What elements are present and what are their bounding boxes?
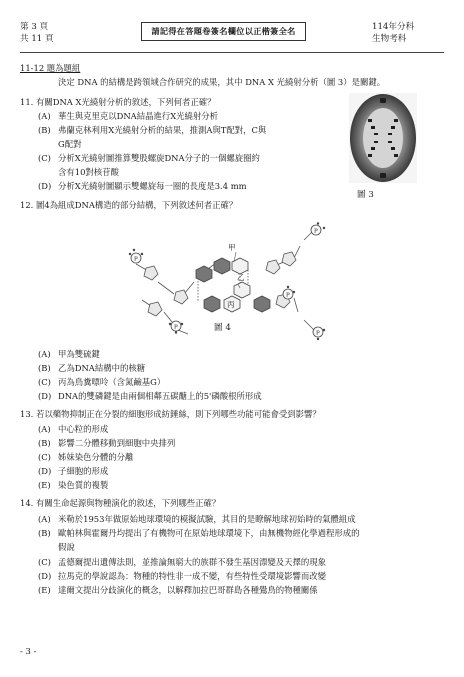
question-13-stem: 13. 若以藥物抑制正在分裂的細胞形成紡錘絲，則下列哪些功能可能會受到影響？ [20, 409, 321, 419]
question-group-title: 11-12 題為題組 [20, 63, 81, 73]
phosphate-2: P [314, 228, 318, 235]
q14-option-c[interactable]: (C) 孟德爾提出遺傳法則，並推論無窮大的族群不發生基因漂變及天擇的現象 [38, 557, 326, 567]
question-group-intro: 決定 DNA 的結構是跨領域合作研究的成果，其中 DNA X 光繞射分析（圖 3）是關鍵。 [58, 77, 386, 87]
page-number-line: 第 3 頁 [20, 22, 49, 32]
q11-option-c-cont: 含有10對核苷酸 [58, 167, 119, 177]
phosphate-5: P [316, 330, 320, 337]
exam-year-line: 114年分科 [372, 22, 415, 32]
question-11-stem: 11. 有關DNA X光繞射分析的敘述，下列何者正確？ [20, 97, 216, 107]
q13-option-e[interactable]: (E) 染色質的複製 [38, 480, 109, 490]
q14-option-b-cont: 假說 [58, 542, 75, 552]
q12-option-c[interactable]: (C) 丙為鳥糞嘌呤（含氮鹼基G） [38, 377, 166, 387]
signature-notice-box: 請記得在答題卷簽名欄位以正楷簽全名 [141, 22, 306, 41]
total-pages-line: 共 11 頁 [20, 34, 54, 44]
q12-option-b[interactable]: (B) 乙為DNA結構中的核糖 [38, 363, 146, 373]
q14-option-e[interactable]: (E) 達爾文提出分歧演化的概念，以解釋加拉巴哥群島各種鷽鳥的物種關係 [38, 585, 318, 595]
q12-option-d[interactable]: (D) DNA的雙磷鍵是由兩個相鄰五碳醣上的5'磷酸根所形成 [38, 391, 262, 401]
header-divider [20, 52, 444, 53]
phosphate-1: P [134, 256, 138, 263]
xray-diffraction-figure [349, 93, 417, 183]
q11-option-d[interactable]: (D) 分析X光繞射圖顯示雙螺旋每一圈的長度是3.4 mm [38, 181, 247, 191]
figure-4-caption: 圖 4 [214, 323, 231, 333]
q13-option-a[interactable]: (A) 中心粒的形成 [38, 424, 109, 434]
label-jia: 甲 [228, 243, 236, 252]
q14-option-a[interactable]: (A) 米勒於1953年做原始地球環境的模擬試驗，其目的是瞭解地球初始時的氣體組成 [38, 514, 356, 524]
q12-option-a[interactable]: (A) 甲為雙硫鍵 [38, 349, 100, 359]
figure-3-caption: 圖 3 [357, 190, 374, 200]
q13-option-c[interactable]: (C) 姊妹染色分體的分離 [38, 452, 134, 462]
q14-option-b[interactable]: (B) 歐帕林與霍爾丹均提出了有機物可在原始地球環境下，由無機物經化學過程形成的 [38, 528, 360, 538]
question-12-stem: 12. 圖4為組成DNA構造的部分結構，下列敘述何者正確？ [20, 200, 238, 210]
question-14-stem: 14. 有關生命起源與物種演化的敘述，下列哪些正確？ [20, 498, 221, 508]
q11-option-b[interactable]: (B) 弗蘭克林利用X光繞射分析的結果，推測A與T配對，C與 [38, 125, 267, 135]
label-bing: 丙 [227, 300, 235, 309]
label-yi: 乙 [237, 273, 245, 282]
footer-page-number: - 3 - [20, 646, 37, 656]
q11-option-b-cont: G配對 [58, 139, 82, 149]
phosphate-3: P [286, 292, 290, 299]
phosphate-4: P [174, 324, 178, 331]
q11-option-c[interactable]: (C) 分析X光繞射圖推算雙股螺旋DNA分子的一個螺旋圈約 [38, 153, 260, 163]
q13-option-b[interactable]: (B) 影響二分體移動到細胞中央排列 [38, 438, 176, 448]
q13-option-d[interactable]: (D) 子細胞的形成 [38, 466, 109, 476]
q11-option-a[interactable]: (A) 華生與克里克以DNA結晶進行X光繞射分析 [38, 111, 219, 121]
q14-option-d[interactable]: (D) 拉馬克的學說認為：物種的特性非一成不變，有些特性受環境影響而改變 [38, 571, 326, 581]
subject-line: 生物考科 [372, 34, 407, 44]
